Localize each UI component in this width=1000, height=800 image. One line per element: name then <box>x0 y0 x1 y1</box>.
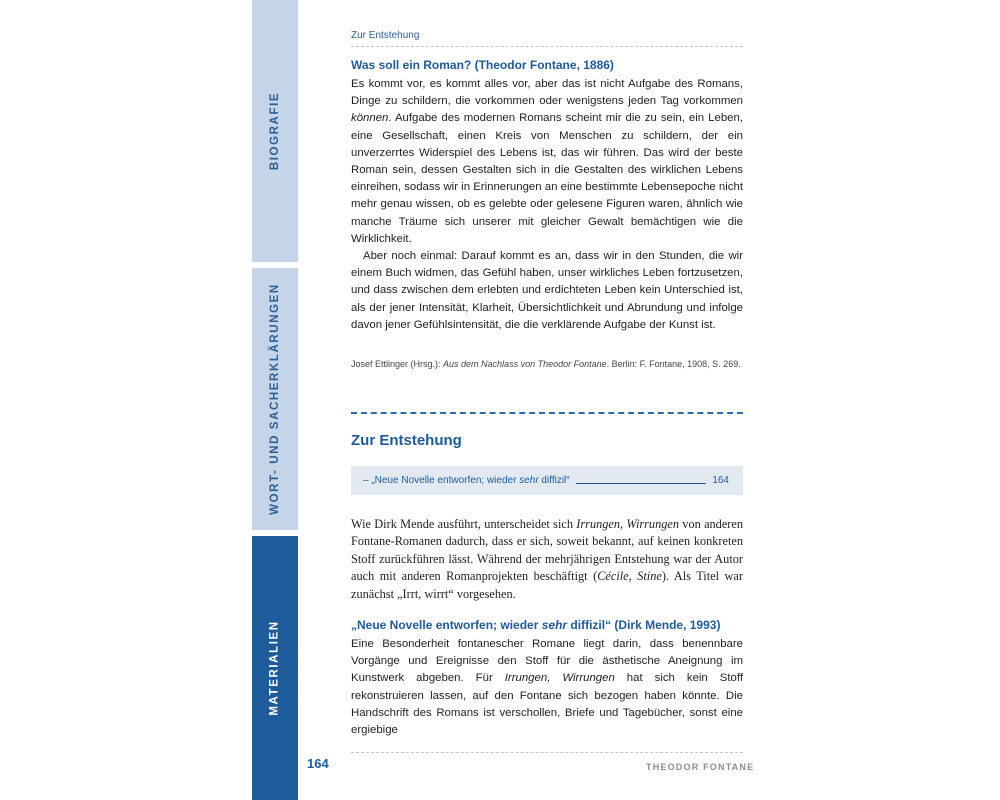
footer-divider <box>351 752 743 753</box>
subsection-title <box>351 618 720 632</box>
intro-text-b: von anderen Fontane-Romanen dadurch, dass er sich, soweit bekannt, auf keinen konkreten Stoff zurückführen lässt. Während der mehrjährigen Entstehung war der Autor auch mit anderen Romanprojekten beschäftigt ( <box>351 517 743 584</box>
intro-text-a: Wie Dirk Mende ausführt, unterscheidet sich <box>351 517 577 531</box>
toc-page-number: 164 <box>712 475 729 486</box>
header-divider <box>351 46 743 47</box>
quote-title: Was soll ein Roman? (Theodor Fontane, 1886) <box>351 58 614 72</box>
quote-p1-emphasis: können <box>351 112 389 125</box>
toc-suffix: diffizil“ <box>538 475 570 486</box>
source-title: Aus dem Nachlass von Theodor Fontane <box>443 359 607 369</box>
page-number: 164 <box>307 756 329 771</box>
quote-p1-text-cont: . Aufgabe des modernen Romans scheint mir die zu sein, ein Leben, eine Gesellschaft, einen Kreis von Menschen zu schildern, der ein unverzerrtes Widerspiel des Lebens ist, das wir führen. Das wird der beste Roman sein, dessen Gestalten sich in die Gestalten des wirklichen Lebens einreihen, sodass wir in Erinnerungen an eine bestimmte Lebensepoche nicht mehr genau wissen, ob es gelebte oder gelesene Figuren waren, ähnlich wie manche Träume sich unserer mit gleicher Gewalt bemächtigen wie die Wirklichkeit. <box>351 112 743 245</box>
tab-wort-label: WORT- UND SACHERKLÄRUNGEN <box>269 283 282 515</box>
subsection-title-b: diffizil“ (Dirk Mende, 1993) <box>567 618 721 632</box>
running-head: Zur Entstehung <box>351 30 420 41</box>
section-title: Zur Entstehung <box>351 432 462 449</box>
toc-prefix: – „Neue Novelle entworfen; wieder <box>363 475 520 486</box>
quote-paragraph-2: Aber noch einmal: Darauf kommt es an, dass wir in den Stunden, die wir einem Buch widmen, das Gefühl haben, unser wirkliches Leben fortzusetzen, und dass zwischen dem erlebten und erdichteten Leben kein Unterschied ist, als der jener Intensität, Klarheit, Übersichtlichkeit und Abrundung und infolge davon jener Gefühlsintensität, die die verklärende Aufgabe der Kunst ist. <box>351 250 743 331</box>
quote-paragraph-1 <box>351 76 743 248</box>
toc-emphasis: sehr <box>519 475 539 486</box>
subsection-text-b: hat sich kein Stoff rekonstruieren lassen, auf den Fontane sich bezogen haben könnte. Die Handschrift des Romans ist verschollen, Briefe und Tagebücher, sonst eine ergiebige <box>351 672 743 737</box>
footer-author: THEODOR FONTANE <box>646 762 755 772</box>
tab-biografie-label: BIOGRAFIE <box>269 91 282 171</box>
tab-biografie[interactable] <box>252 0 298 262</box>
section-divider <box>351 412 743 414</box>
quote-source <box>351 358 743 371</box>
source-editor: Josef Ettlinger (Hrsg.): <box>351 359 444 369</box>
toc-entry-label <box>363 475 570 486</box>
subsection-text-a: Eine Besonderheit fontanescher Romane liegt darin, dass benennbare Vorgänge und Ereignisse den Stoff für die ästhetische Aneignung im Kunstwerk abgeben. Für <box>351 638 743 685</box>
intro-title-emphasis: Irrungen, Wirrungen <box>576 517 679 531</box>
intro-text-c: ). Als Titel war zunächst „Irrt, wirrt“ vorgesehen. <box>351 569 743 601</box>
subsection-paragraph <box>351 636 743 739</box>
source-publication: . Berlin: F. Fontane, 1908, S. 269. <box>606 359 741 369</box>
tab-materialien-label: MATERIALIEN <box>269 620 282 716</box>
tab-wort-und-sacherklaerungen[interactable] <box>252 268 298 530</box>
intro-novels-emphasis: Cécile, Stine <box>597 569 662 584</box>
side-tabs <box>252 0 298 800</box>
toc-leader <box>576 483 707 484</box>
toc-entry[interactable] <box>351 466 743 495</box>
tab-materialien[interactable] <box>252 536 298 800</box>
intro-paragraph <box>351 516 743 603</box>
subsection-title-a: „Neue Novelle entworfen; wieder <box>351 618 542 632</box>
quote-p1-text: Es kommt vor, es kommt alles vor, aber das ist nicht Aufgabe des Romans, Dinge zu schildern, die vorkommen oder wenigstens jeden Tag vorkommen <box>351 78 743 108</box>
subsection-title-emphasis: sehr <box>541 618 568 632</box>
subsection-emphasis: Irrungen, Wirrungen <box>504 672 615 685</box>
